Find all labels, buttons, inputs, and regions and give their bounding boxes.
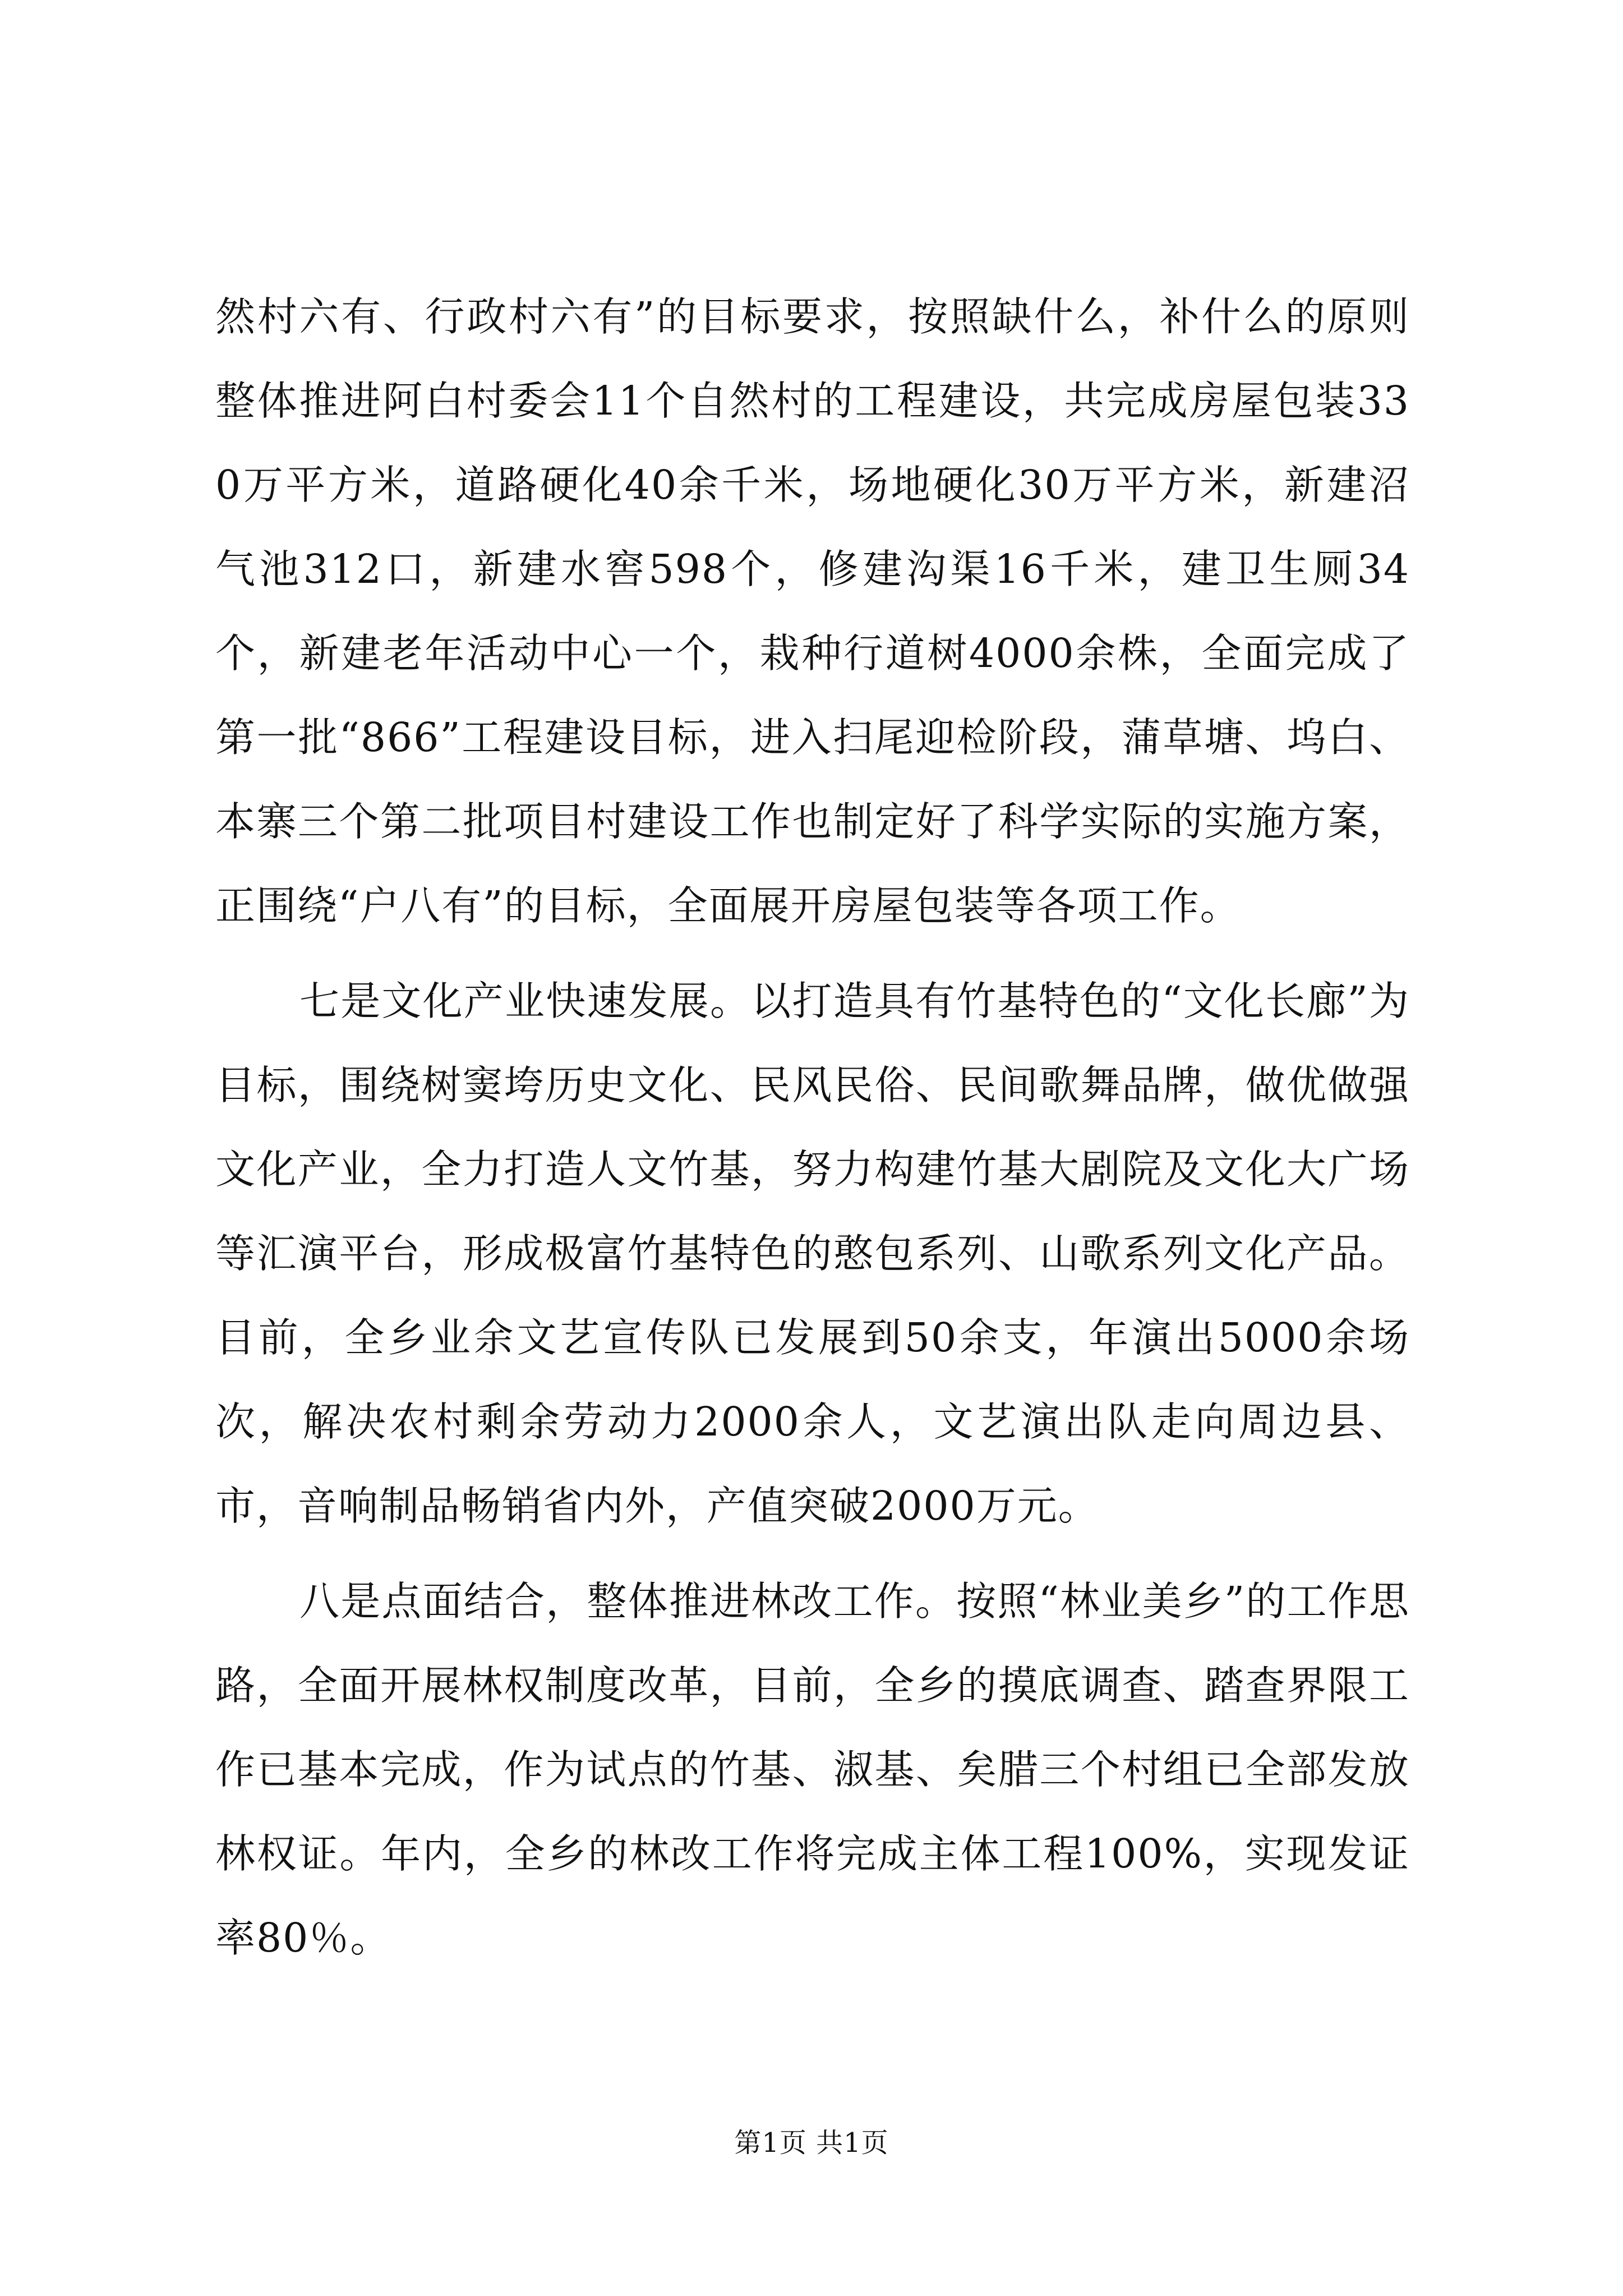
page-footer: 第1页 共1页 bbox=[734, 2127, 889, 2159]
paragraph-forestry-reform: 八是点面结合，整体推进林改工作。按照“林业美乡”的工作思路，全面开展林权制度改革，目前，全乡的摸底调查、踏查界限工作已基本完成，作为试点的竹基、淑基、矣腊三个村组已全部发放林权证。年内，全乡的林改工作将完成主体工程100%，实现发证率80％。 bbox=[215, 1578, 1410, 1961]
document-body bbox=[215, 275, 1410, 1980]
paragraph-continuation: 然村六有、行政村六有”的目标要求，按照缺什么，补什么的原则整体推进阿白村委会11个自然村的工程建设，共完成房屋包装330万平方米，道路硬化40余千米，场地硬化30万平方米，新建沼气池312口，新建水窖598个，修建沟渠16千米，建卫生厕34个，新建老年活动中心一个，栽种行道树4000余株，全面完成了第一批“866”工程建设目标，进入扫尾迎检阶段，蒲草塘、坞白、本寨三个第二批项目村建设工作也制定好了科学实际的实施方案，正围绕“户八有”的目标，全面展开房屋包装等各项工作。 bbox=[215, 293, 1410, 929]
paragraph-culture-industry: 七是文化产业快速发展。以打造具有竹基特色的“文化长廊”为目标，围绕树窦垮历史文化、民风民俗、民间歌舞品牌，做优做强文化产业，全力打造人文竹基，努力构建竹基大剧院及文化大广场等汇演平台，形成极富竹基特色的憨包系列、山歌系列文化产品。目前，全乡业余文艺宣传队已发展到50余支，年演出5000余场次，解决农村剩余劳动力2000余人，文艺演出队走向周边县、市，音响制品畅销省内外，产值突破2000万元。 bbox=[215, 978, 1410, 1529]
